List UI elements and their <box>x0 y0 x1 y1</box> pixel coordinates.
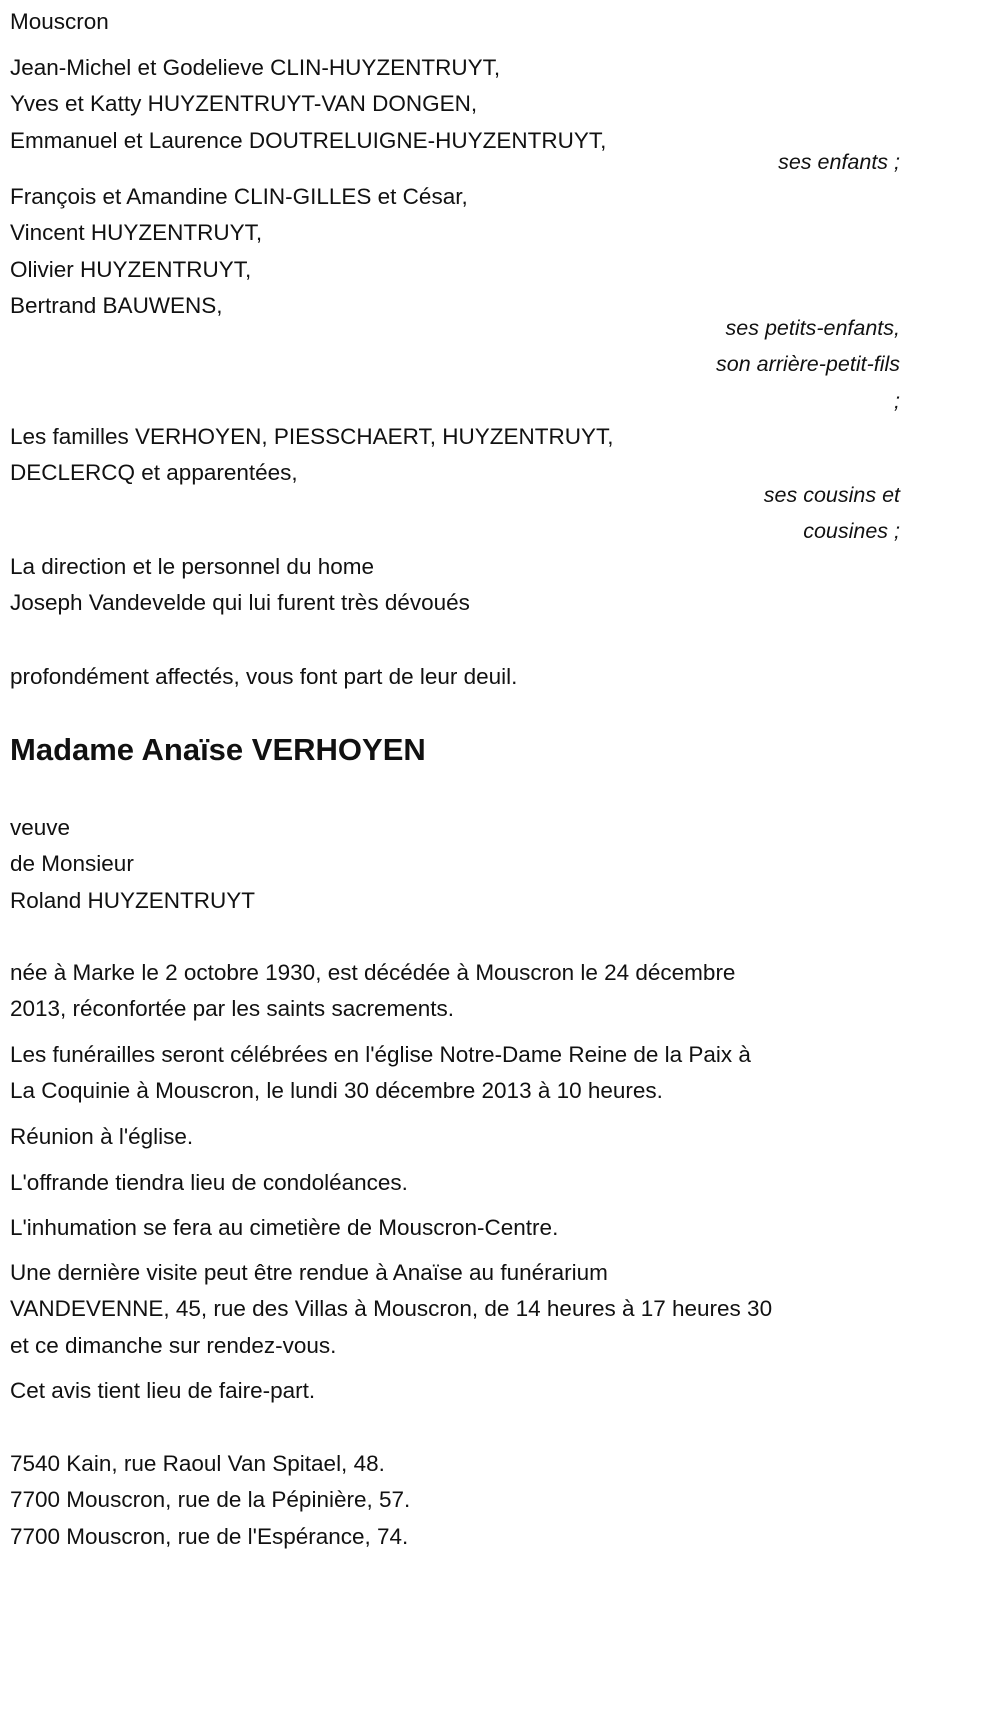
role-line: son arrière-petit-fils <box>716 352 900 377</box>
paragraph-line: L'inhumation se fera au cimetière de Mouscron-Centre. <box>10 1215 559 1240</box>
city <box>10 4 109 40</box>
child-line: Jean-Michel et Godelieve CLIN-HUYZENTRUYT, <box>10 55 501 80</box>
widow-line: Roland HUYZENTRUYT <box>10 887 256 913</box>
paragraph-line: VANDEVENNE, 45, rue des Villas à Mouscron, de 14 heures à 17 heures 30 <box>10 1296 773 1322</box>
birth-death-paragraph <box>10 955 735 1028</box>
grandchild-line: Olivier HUYZENTRUYT, <box>10 256 252 282</box>
role-line: ses enfants ; <box>778 150 900 174</box>
grandchildren-role <box>716 310 900 419</box>
paragraph-line: La Coquinie à Mouscron, le lundi 30 décembre 2013 à 10 heures. <box>10 1078 663 1104</box>
widow-of <box>10 810 255 919</box>
grandchild-line: Vincent HUYZENTRUYT, <box>10 220 263 246</box>
address-line: 7700 Mouscron, rue de la Pépinière, 57. <box>10 1487 411 1513</box>
paragraph-line: Une dernière visite peut être rendue à Anaïse au funérarium <box>10 1260 608 1285</box>
address-line: 7540 Kain, rue Raoul Van Spitael, 48. <box>10 1451 385 1476</box>
role-line: ses cousins et <box>763 483 900 507</box>
visit-paragraph <box>10 1255 772 1364</box>
role-line: cousines ; <box>803 519 900 544</box>
announcement-text: profondément affectés, vous font part de leur deuil. <box>10 664 518 689</box>
burial-paragraph <box>10 1210 558 1246</box>
families-list <box>10 419 613 492</box>
announcement <box>10 659 517 695</box>
funeral-paragraph <box>10 1037 751 1110</box>
role-line: ; <box>894 388 900 413</box>
address-line: 7700 Mouscron, rue de l'Espérance, 74. <box>10 1523 409 1549</box>
deceased-name: Madame Anaïse VERHOYEN <box>10 732 426 767</box>
grandchild-line: Bertrand BAUWENS, <box>10 292 223 318</box>
paragraph-line: 2013, réconfortée par les saints sacrements. <box>10 996 454 1022</box>
city-text: Mouscron <box>10 9 109 34</box>
grandchild-line: François et Amandine CLIN-GILLES et César, <box>10 184 468 209</box>
child-line: Emmanuel et Laurence DOUTRELUIGNE-HUYZENTRUYT, <box>10 127 607 153</box>
meeting-paragraph <box>10 1119 193 1155</box>
children-list <box>10 50 606 159</box>
paragraph-line: Réunion à l'église. <box>10 1124 194 1149</box>
family-line: DECLERCQ et apparentées, <box>10 460 298 486</box>
child-line: Yves et Katty HUYZENTRUYT-VAN DONGEN, <box>10 91 478 117</box>
home-staff <box>10 549 470 622</box>
paragraph-line: Les funérailles seront célébrées en l'église Notre-Dame Reine de la Paix à <box>10 1042 751 1067</box>
home-line: Joseph Vandevelde qui lui furent très dévoués <box>10 590 470 616</box>
families-role <box>764 477 900 550</box>
paragraph-line: Cet avis tient lieu de faire-part. <box>10 1378 316 1403</box>
widow-line: de Monsieur <box>10 851 134 877</box>
paragraph-line: née à Marke le 2 octobre 1930, est décédée à Mouscron le 24 décembre <box>10 960 736 985</box>
paragraph-line: L'offrande tiendra lieu de condoléances. <box>10 1170 408 1195</box>
home-line: La direction et le personnel du home <box>10 554 374 579</box>
role-line: ses petits-enfants, <box>725 316 900 340</box>
offering-paragraph <box>10 1165 408 1201</box>
grandchildren-list <box>10 179 468 324</box>
notice-paragraph <box>10 1373 315 1409</box>
addresses <box>10 1446 410 1555</box>
children-role <box>778 144 900 180</box>
family-line: Les familles VERHOYEN, PIESSCHAERT, HUYZENTRUYT, <box>10 424 614 449</box>
widow-line: veuve <box>10 815 71 840</box>
paragraph-line: et ce dimanche sur rendez-vous. <box>10 1332 337 1358</box>
